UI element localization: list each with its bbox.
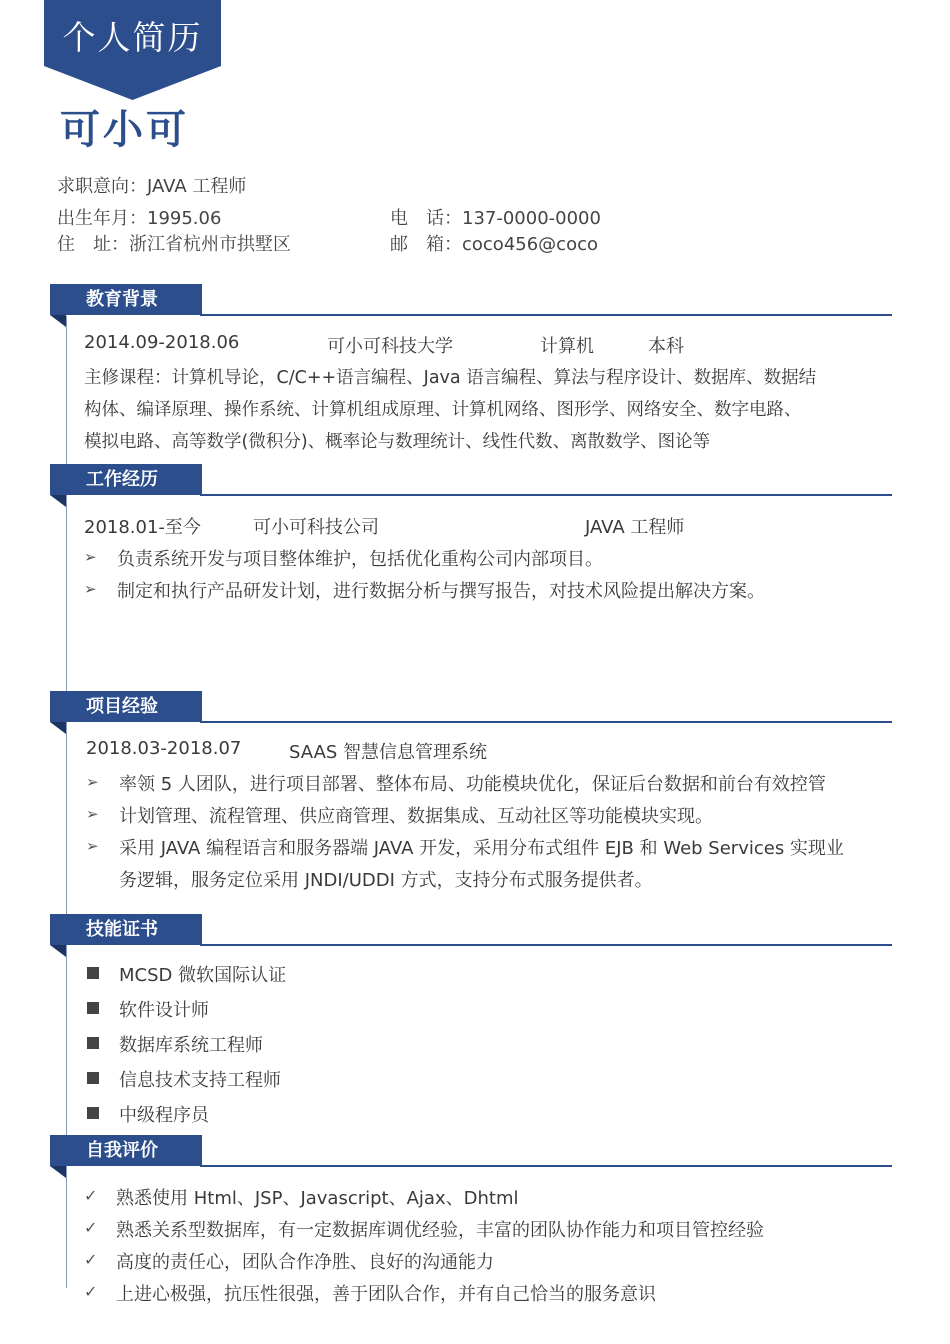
email: 邮 箱：coco456@coco — [390, 234, 598, 255]
skill-item: 软件设计师 — [119, 1000, 209, 1021]
skill-item: 中级程序员 — [119, 1105, 209, 1126]
resume-title: 个人简历 — [62, 18, 203, 57]
phone: 电 话：137-0000-0000 — [390, 208, 601, 229]
self-item: 高度的责任心，团队合作净胜、良好的沟通能力 — [116, 1252, 494, 1273]
section-title-self: 自我评价 — [86, 1140, 158, 1161]
work-period: 2018.01-至今 — [84, 517, 201, 538]
edu-courses-line: 主修课程：计算机导论，C/C++语言编程、Java 语言编程、算法与程序设计、数据库、数据结 — [84, 368, 817, 388]
section-fold — [50, 315, 66, 327]
self-item: 上进心极强，抗压性很强，善于团队合作，并有自己恰当的服务意识 — [116, 1284, 656, 1305]
work-duty: 负责系统开发与项目整体维护，包括优化重构公司内部项目。 — [117, 549, 603, 570]
section-rule — [200, 494, 892, 496]
edu-courses-line: 模拟电路、高等数学(微积分)、概率论与数理统计、线性代数、离散数学、图论等 — [84, 432, 711, 452]
project-item: 率领 5 人团队，进行项目部署、整体布局、功能模块优化，保证后台数据和前台有效控管 — [119, 774, 826, 795]
check-bullet-icon: ✓ — [84, 1218, 98, 1237]
edu-period: 2014.09-2018.06 — [84, 332, 240, 353]
edu-degree: 本科 — [648, 336, 684, 357]
self-item: 熟悉使用 Html、JSP、Javascript、Ajax、Dhtml — [116, 1188, 519, 1209]
section-title-work: 工作经历 — [86, 469, 158, 490]
arrow-bullet-icon: ➢ — [86, 805, 99, 823]
self-item: 熟悉关系型数据库，有一定数据库调优经验，丰富的团队协作能力和项目管控经验 — [116, 1220, 764, 1241]
candidate-name: 可小可 — [60, 107, 189, 153]
section-rule — [200, 1165, 892, 1167]
section-fold — [50, 495, 66, 507]
check-bullet-icon: ✓ — [84, 1282, 98, 1301]
project-period: 2018.03-2018.07 — [86, 738, 242, 759]
square-bullet-icon — [87, 967, 99, 979]
skill-item: 数据库系统工程师 — [119, 1035, 263, 1056]
edu-school: 可小可科技大学 — [327, 336, 453, 357]
job-intent: 求职意向：JAVA 工程师 — [57, 176, 247, 197]
section-fold — [50, 722, 66, 734]
skill-item: 信息技术支持工程师 — [119, 1070, 281, 1091]
section-rule — [200, 314, 892, 316]
arrow-bullet-icon: ➢ — [84, 580, 97, 598]
square-bullet-icon — [87, 1037, 99, 1049]
section-fold — [50, 1166, 66, 1178]
section-title-project: 项目经验 — [86, 696, 158, 717]
section-rule — [200, 721, 892, 723]
section-rule — [200, 944, 892, 946]
address: 住 址：浙江省杭州市拱墅区 — [57, 234, 291, 255]
work-company: 可小可科技公司 — [253, 517, 379, 538]
birth-date: 出生年月：1995.06 — [57, 208, 222, 229]
project-item: 采用 JAVA 编程语言和服务器端 JAVA 开发，采用分布式组件 EJB 和 Web Services 实现业 — [119, 838, 844, 859]
section-title-education: 教育背景 — [86, 289, 158, 310]
section-title-skills: 技能证书 — [86, 919, 158, 940]
section-fold — [50, 945, 66, 957]
square-bullet-icon — [87, 1072, 99, 1084]
arrow-bullet-icon: ➢ — [86, 773, 99, 791]
square-bullet-icon — [87, 1107, 99, 1119]
project-item: 计划管理、流程管理、供应商管理、数据集成、互动社区等功能模块实现。 — [119, 806, 713, 827]
work-position: JAVA 工程师 — [585, 517, 685, 538]
check-bullet-icon: ✓ — [84, 1250, 98, 1269]
check-bullet-icon: ✓ — [84, 1186, 98, 1205]
project-name: SAAS 智慧信息管理系统 — [289, 742, 488, 763]
project-item-continued: 务逻辑，服务定位采用 JNDI/UDDI 方式，支持分布式服务提供者。 — [119, 870, 653, 891]
skill-item: MCSD 微软国际认证 — [119, 965, 287, 986]
edu-courses-line: 构体、编译原理、操作系统、计算机组成原理、计算机网络、图形学、网络安全、数字电路、 — [84, 400, 802, 420]
edu-major: 计算机 — [540, 336, 594, 357]
arrow-bullet-icon: ➢ — [84, 548, 97, 566]
work-duty: 制定和执行产品研发计划，进行数据分析与撰写报告，对技术风险提出解决方案。 — [117, 581, 765, 602]
square-bullet-icon — [87, 1002, 99, 1014]
arrow-bullet-icon: ➢ — [86, 837, 99, 855]
